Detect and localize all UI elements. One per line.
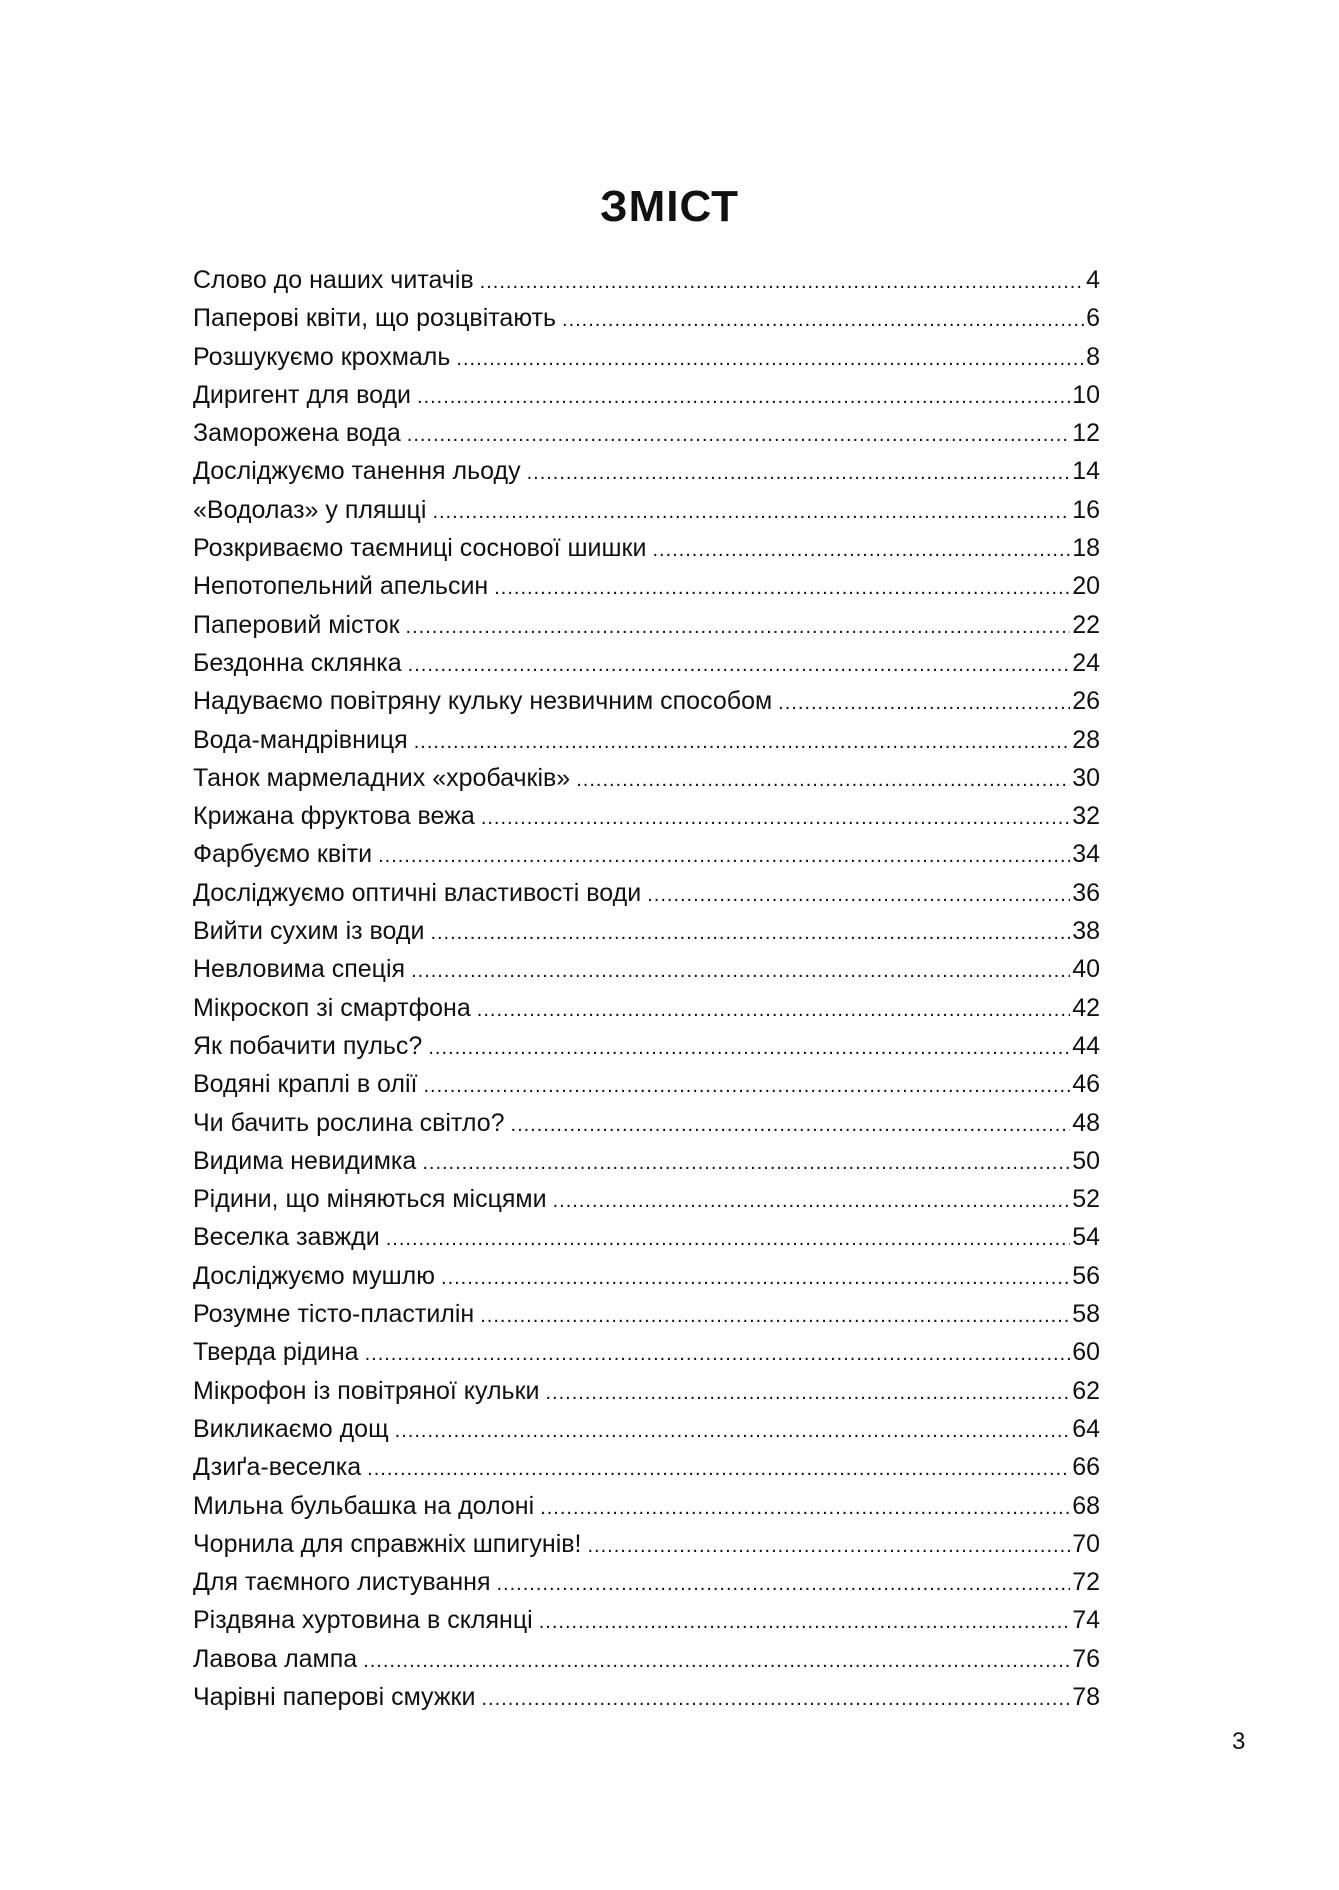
toc-entry-page: 56 bbox=[1072, 1261, 1100, 1290]
toc-entry[interactable] bbox=[193, 1372, 1100, 1410]
page-number: 3 bbox=[1232, 1728, 1246, 1755]
toc-entry-title: Як побачити пульс? bbox=[193, 1031, 423, 1060]
toc-entry-page: 34 bbox=[1072, 840, 1100, 869]
toc-entry-title: Заморожена вода bbox=[193, 419, 401, 448]
toc-entry-page: 14 bbox=[1072, 457, 1100, 486]
toc-entry-title: Бездонна склянка bbox=[193, 648, 402, 677]
toc-dot-leader bbox=[424, 1067, 1071, 1103]
toc-entry-page: 30 bbox=[1072, 763, 1100, 792]
toc-entry-page: 12 bbox=[1072, 419, 1100, 448]
toc-dot-leader bbox=[477, 991, 1070, 1027]
toc-entry-page: 72 bbox=[1072, 1568, 1100, 1597]
toc-dot-leader bbox=[562, 301, 1084, 337]
toc-entry-title: Паперовий місток bbox=[193, 610, 400, 639]
toc-entry[interactable] bbox=[193, 567, 1100, 605]
toc-entry-page: 74 bbox=[1072, 1606, 1100, 1635]
toc-entry[interactable] bbox=[193, 989, 1100, 1027]
toc-entry[interactable] bbox=[193, 1601, 1100, 1639]
toc-dot-leader bbox=[422, 1144, 1070, 1180]
toc-entry-title: Невловима спеція bbox=[193, 955, 406, 984]
toc-entry-title: Фарбуємо квіти bbox=[193, 840, 373, 869]
toc-entry-title: Викликаємо дощ bbox=[193, 1414, 389, 1443]
toc-entry-title: Різдвяна хуртовина в склянці bbox=[193, 1606, 533, 1635]
toc-dot-leader bbox=[406, 608, 1071, 644]
toc-entry[interactable] bbox=[193, 721, 1100, 759]
toc-entry-page: 70 bbox=[1072, 1529, 1100, 1558]
toc-dot-leader bbox=[407, 416, 1070, 452]
page-title: ЗМІСТ bbox=[600, 182, 739, 231]
toc-dot-leader bbox=[480, 1297, 1070, 1333]
toc-dot-leader bbox=[395, 1412, 1071, 1448]
toc-entry[interactable] bbox=[193, 606, 1100, 644]
toc-entry[interactable] bbox=[193, 797, 1100, 835]
table-of-contents bbox=[193, 261, 1100, 1716]
toc-entry-title: Досліджуємо танення льоду bbox=[193, 457, 521, 486]
toc-entry-page: 20 bbox=[1072, 572, 1100, 601]
toc-entry[interactable] bbox=[193, 1448, 1100, 1486]
toc-entry[interactable] bbox=[193, 644, 1100, 682]
toc-entry[interactable] bbox=[193, 338, 1100, 376]
toc-entry-title: Мікрофон із повітряної кульки bbox=[193, 1376, 540, 1405]
toc-dot-leader bbox=[652, 531, 1070, 567]
toc-entry-page: 48 bbox=[1072, 1108, 1100, 1137]
toc-dot-leader bbox=[511, 1106, 1071, 1142]
toc-entry-title: Танок мармеладних «хробачків» bbox=[193, 763, 571, 792]
toc-dot-leader bbox=[481, 799, 1070, 835]
toc-entry-page: 38 bbox=[1072, 917, 1100, 946]
toc-entry-title: Розкриваємо таємниці соснової шишки bbox=[193, 534, 647, 563]
toc-entry-title: Для таємного листування bbox=[193, 1568, 491, 1597]
toc-entry[interactable] bbox=[193, 1180, 1100, 1218]
toc-entry[interactable] bbox=[193, 1065, 1100, 1103]
toc-entry-page: 52 bbox=[1072, 1185, 1100, 1214]
toc-dot-leader bbox=[553, 1182, 1071, 1218]
toc-entry[interactable] bbox=[193, 1410, 1100, 1448]
toc-entry[interactable] bbox=[193, 759, 1100, 797]
toc-dot-leader bbox=[539, 1603, 1070, 1639]
toc-dot-leader bbox=[456, 340, 1084, 376]
toc-dot-leader bbox=[527, 454, 1071, 490]
toc-dot-leader bbox=[365, 1335, 1071, 1371]
toc-dot-leader bbox=[647, 876, 1070, 912]
toc-entry[interactable] bbox=[193, 835, 1100, 873]
toc-entry-title: Тверда рідина bbox=[193, 1338, 359, 1367]
toc-entry[interactable] bbox=[193, 874, 1100, 912]
toc-dot-leader bbox=[430, 914, 1070, 950]
toc-entry[interactable] bbox=[193, 1142, 1100, 1180]
toc-entry-page: 76 bbox=[1072, 1644, 1100, 1673]
toc-entry-title: Чорнила для справжніх шпигунів! bbox=[193, 1529, 582, 1558]
toc-entry-page: 66 bbox=[1072, 1453, 1100, 1482]
toc-dot-leader bbox=[576, 761, 1070, 797]
toc-dot-leader bbox=[367, 1450, 1070, 1486]
toc-dot-leader bbox=[778, 684, 1070, 720]
toc-entry-page: 78 bbox=[1072, 1682, 1100, 1711]
toc-entry[interactable] bbox=[193, 1333, 1100, 1371]
toc-entry[interactable] bbox=[193, 1563, 1100, 1601]
toc-entry-page: 54 bbox=[1072, 1223, 1100, 1252]
toc-entry-page: 50 bbox=[1072, 1146, 1100, 1175]
toc-entry-page: 16 bbox=[1072, 495, 1100, 524]
toc-entry[interactable] bbox=[193, 1295, 1100, 1333]
toc-dot-leader bbox=[441, 1259, 1070, 1295]
toc-entry-page: 26 bbox=[1072, 687, 1100, 716]
toc-entry-page: 36 bbox=[1072, 878, 1100, 907]
toc-dot-leader bbox=[432, 493, 1070, 529]
toc-entry-title: Мікроскоп зі смартфона bbox=[193, 993, 471, 1022]
toc-dot-leader bbox=[386, 1220, 1070, 1256]
toc-dot-leader bbox=[428, 1029, 1070, 1065]
toc-entry-title: Дзиґа-веселка bbox=[193, 1453, 362, 1482]
toc-dot-leader bbox=[480, 263, 1084, 299]
toc-entry-title: Крижана фруктова вежа bbox=[193, 802, 475, 831]
toc-entry-page: 8 bbox=[1086, 342, 1100, 371]
toc-entry[interactable] bbox=[193, 1525, 1100, 1563]
toc-dot-leader bbox=[497, 1565, 1071, 1601]
toc-entry[interactable] bbox=[193, 1678, 1100, 1716]
toc-entry-page: 44 bbox=[1072, 1031, 1100, 1060]
toc-dot-leader bbox=[408, 646, 1071, 682]
toc-entry-title: Досліджуємо оптичні властивості води bbox=[193, 878, 642, 907]
toc-dot-leader bbox=[494, 569, 1070, 605]
toc-dot-leader bbox=[363, 1642, 1070, 1678]
toc-entry[interactable] bbox=[193, 491, 1100, 529]
toc-entry-title: Водяні краплі в олії bbox=[193, 1070, 418, 1099]
toc-entry-title: Надуваємо повітряну кульку незвичним способом bbox=[193, 687, 773, 716]
toc-dot-leader bbox=[587, 1527, 1070, 1563]
toc-entry[interactable] bbox=[193, 1027, 1100, 1065]
toc-entry-page: 18 bbox=[1072, 534, 1100, 563]
toc-entry-title: Веселка завжди bbox=[193, 1223, 380, 1252]
toc-entry[interactable] bbox=[193, 414, 1100, 452]
toc-entry-title: Паперові квіти, що розцвітають bbox=[193, 304, 557, 333]
toc-entry-page: 64 bbox=[1072, 1414, 1100, 1443]
toc-entry-title: Розумне тісто-пластилін bbox=[193, 1300, 475, 1329]
toc-entry-page: 6 bbox=[1086, 304, 1100, 333]
toc-entry-title: Чарівні паперові смужки bbox=[193, 1682, 476, 1711]
toc-entry[interactable] bbox=[193, 1487, 1100, 1525]
toc-entry-page: 62 bbox=[1072, 1376, 1100, 1405]
toc-entry-title: Рідини, що міняються місцями bbox=[193, 1185, 547, 1214]
toc-entry-page: 22 bbox=[1072, 610, 1100, 639]
toc-entry[interactable] bbox=[193, 376, 1100, 414]
toc-entry-page: 68 bbox=[1072, 1491, 1100, 1520]
toc-entry[interactable] bbox=[193, 682, 1100, 720]
toc-entry-title: Диригент для води bbox=[193, 380, 412, 409]
toc-entry-title: Вода-мандрівниця bbox=[193, 725, 408, 754]
toc-entry[interactable] bbox=[193, 912, 1100, 950]
toc-entry-title: Мильна бульбашка на долоні bbox=[193, 1491, 535, 1520]
toc-entry-page: 58 bbox=[1072, 1300, 1100, 1329]
toc-entry-page: 60 bbox=[1072, 1338, 1100, 1367]
toc-dot-leader bbox=[414, 723, 1070, 759]
toc-entry-page: 32 bbox=[1072, 802, 1100, 831]
toc-entry-page: 46 bbox=[1072, 1070, 1100, 1099]
toc-entry[interactable] bbox=[193, 529, 1100, 567]
toc-entry[interactable] bbox=[193, 299, 1100, 337]
toc-entry-title: Чи бачить рослина світло? bbox=[193, 1108, 505, 1137]
toc-entry-title: Слово до наших читачів bbox=[193, 266, 474, 294]
toc-entry[interactable] bbox=[193, 452, 1100, 490]
toc-dot-leader bbox=[417, 378, 1070, 414]
toc-entry-title: Досліджуємо мушлю bbox=[193, 1261, 436, 1290]
toc-entry-title: Розшукуємо крохмаль bbox=[193, 342, 451, 371]
toc-entry-page: 28 bbox=[1072, 725, 1100, 754]
toc-entry[interactable] bbox=[193, 261, 1100, 299]
toc-entry[interactable] bbox=[193, 1104, 1100, 1142]
toc-dot-leader bbox=[545, 1374, 1070, 1410]
toc-dot-leader bbox=[411, 952, 1070, 988]
toc-entry-page: 24 bbox=[1072, 648, 1100, 677]
toc-entry-title: Непотопельний апельсин bbox=[193, 572, 489, 601]
toc-entry[interactable] bbox=[193, 950, 1100, 988]
toc-entry-title: Видима невидимка bbox=[193, 1146, 417, 1175]
toc-dot-leader bbox=[481, 1680, 1070, 1716]
toc-entry-title: Лавова лампа bbox=[193, 1644, 358, 1673]
toc-entry-page: 40 bbox=[1072, 955, 1100, 984]
toc-entry-page: 10 bbox=[1072, 380, 1100, 409]
toc-entry[interactable] bbox=[193, 1257, 1100, 1295]
toc-entry-page: 4 bbox=[1086, 266, 1100, 294]
toc-entry-title: «Водолаз» у пляшці bbox=[193, 495, 427, 524]
toc-entry[interactable] bbox=[193, 1640, 1100, 1678]
toc-entry-page: 42 bbox=[1072, 993, 1100, 1022]
toc-entry[interactable] bbox=[193, 1218, 1100, 1256]
toc-dot-leader bbox=[540, 1489, 1070, 1525]
toc-entry-title: Вийти сухим із води bbox=[193, 917, 425, 946]
toc-dot-leader bbox=[378, 837, 1070, 873]
